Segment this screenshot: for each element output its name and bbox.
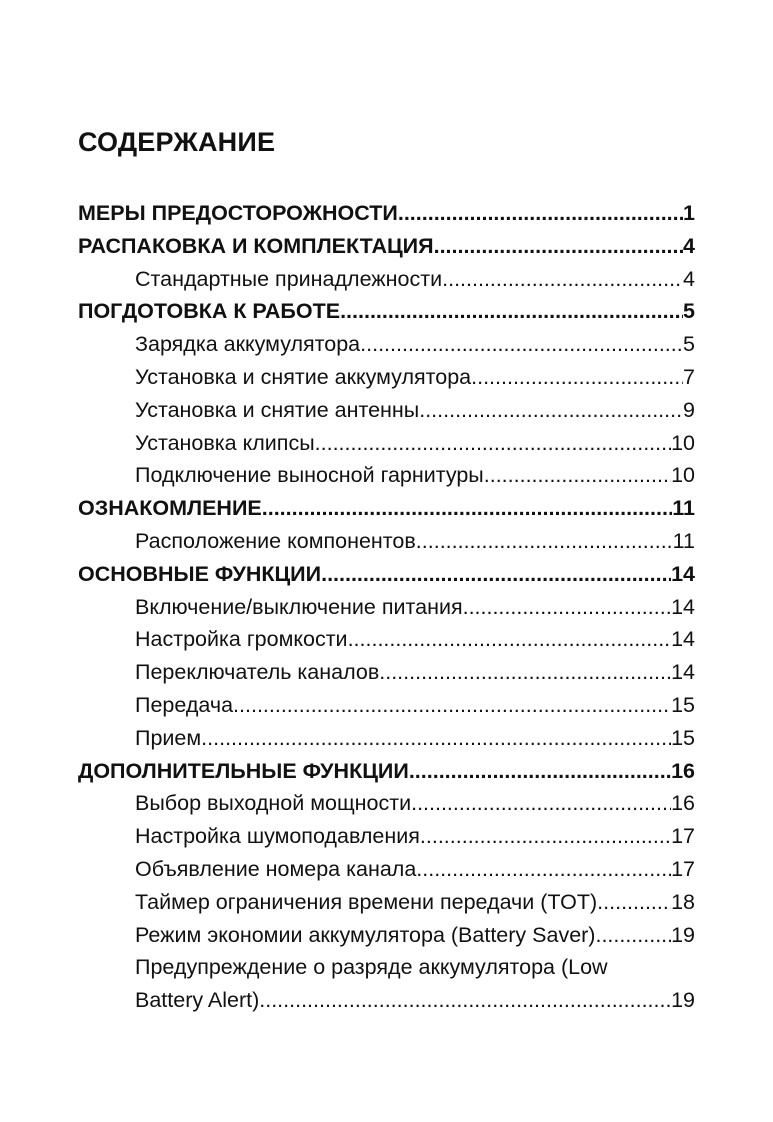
toc-entry-label: Режим экономии аккумулятора (Battery Saver) (135, 922, 596, 947)
toc-section-entry (78, 197, 695, 230)
toc-dot-leader (379, 656, 671, 689)
toc-page-number: 10 (671, 430, 695, 455)
toc-dot-leader (434, 230, 683, 263)
toc-section-entry (78, 558, 695, 591)
toc-entry-label: Переключатель каналов (135, 660, 380, 685)
toc-section-entry (78, 492, 695, 525)
toc-page-number: 15 (671, 692, 695, 717)
toc-dot-leader (595, 919, 671, 952)
toc-entry-label: Передача (135, 692, 234, 717)
toc-dot-leader (442, 263, 683, 296)
toc-page-number: 14 (671, 561, 695, 586)
toc-page-number: 1 (683, 201, 695, 225)
toc-entry-label: Установка и снятие аккумулятора (135, 364, 472, 389)
toc-entry (78, 361, 695, 394)
toc-page-number: 5 (683, 332, 695, 357)
toc-page-number: 18 (671, 889, 695, 914)
toc-page-number: 4 (683, 266, 695, 291)
toc-page-number: 14 (671, 627, 695, 652)
toc-dot-leader (419, 394, 683, 427)
toc-entry (78, 984, 695, 1017)
toc-entry-label: Стандартные принадлежности (135, 266, 443, 291)
toc-page-number: 16 (671, 791, 695, 816)
toc-entry-label: Подключение выносной гарнитуры (135, 463, 484, 488)
toc-entry (78, 722, 695, 755)
toc-section-entry (78, 295, 695, 328)
toc-entry-label: Установка и снятие антенны (135, 397, 420, 422)
toc-page-number: 19 (671, 988, 695, 1013)
toc-entry (78, 459, 695, 492)
toc-page-number: 5 (683, 299, 695, 324)
toc-dot-leader (259, 984, 671, 1017)
toc-entry-label: Объявление номера канала (135, 856, 417, 881)
toc-dot-leader (398, 197, 683, 230)
toc-entry (78, 525, 695, 558)
toc-dot-leader (597, 886, 671, 919)
toc-entry-label: ОЗНАКОМЛЕНИЕ (78, 496, 262, 521)
toc-entry-label: Battery Alert) (135, 988, 260, 1013)
toc-entry (78, 919, 695, 952)
toc-entry (78, 886, 695, 919)
toc-entry (78, 263, 695, 296)
toc-page-number: 15 (671, 725, 695, 750)
toc-page-number: 14 (671, 594, 695, 619)
toc-page-number: 14 (671, 660, 695, 685)
toc-dot-leader (484, 459, 671, 492)
toc-entry-wrapped-line: Предупреждение о разряде аккумулятора (Low (135, 955, 608, 980)
toc-entry-label: Таймер ограничения времени передачи (TOT) (135, 889, 598, 914)
toc-page-number: 4 (683, 233, 695, 258)
toc-entry-label: Зарядка аккумулятора (135, 332, 361, 357)
toc-page-number: 17 (671, 824, 695, 849)
table-of-contents (78, 197, 695, 1017)
toc-entry-label: Выбор выходной мощности (135, 791, 412, 816)
toc-dot-leader (201, 722, 671, 755)
toc-entry-label: Настройка шумоподавления (135, 824, 420, 849)
toc-entry-label: Установка клипсы (135, 430, 315, 455)
toc-entry-label: Настройка громкости (135, 627, 348, 652)
toc-entry (78, 820, 695, 853)
toc-page-number: 7 (683, 364, 695, 389)
toc-entry-label: ПОГДОТОВКА К РАБОТЕ (78, 299, 341, 324)
toc-page-number: 9 (683, 397, 695, 422)
toc-page-number: 11 (672, 496, 695, 521)
toc-dot-leader (416, 853, 671, 886)
toc-dot-leader (321, 558, 671, 591)
toc-page-number: 16 (671, 758, 695, 783)
toc-entry (78, 591, 695, 624)
toc-entry (78, 328, 695, 361)
page-title: СОДЕРЖАНИЕ (78, 127, 276, 157)
toc-dot-leader (416, 525, 673, 558)
toc-entry (78, 853, 695, 886)
toc-entry-label: Включение/выключение питания (135, 594, 463, 619)
toc-dot-leader (348, 623, 672, 656)
toc-entry-label: Прием (135, 725, 202, 750)
toc-page-number: 17 (671, 856, 695, 881)
toc-dot-leader (411, 787, 671, 820)
toc-dot-leader (262, 492, 673, 525)
toc-entry-label: Расположение компонентов (135, 528, 416, 553)
toc-dot-leader (471, 361, 683, 394)
toc-dot-leader (409, 755, 671, 788)
toc-dot-leader (315, 427, 671, 460)
toc-dot-leader (463, 591, 671, 624)
toc-dot-leader (420, 820, 671, 853)
toc-dot-leader (340, 295, 683, 328)
toc-entry (78, 787, 695, 820)
toc-dot-leader (233, 689, 671, 722)
toc-entry (78, 623, 695, 656)
toc-page-number: 11 (672, 528, 695, 553)
toc-entry-label: МЕРЫ ПРЕДОСТОРОЖНОСТИ (78, 201, 398, 225)
toc-entry-label: ОСНОВНЫЕ ФУНКЦИИ (78, 561, 322, 586)
toc-entry (78, 656, 695, 689)
toc-entry (78, 427, 695, 460)
toc-entry-label: РАСПАКОВКА И КОМПЛЕКТАЦИЯ (78, 233, 434, 258)
toc-entry (78, 689, 695, 722)
toc-entry (78, 394, 695, 427)
toc-section-entry (78, 230, 695, 263)
toc-entry-label: ДОПОЛНИТЕЛЬНЫЕ ФУНКЦИИ (78, 758, 409, 783)
toc-page-number: 19 (671, 922, 695, 947)
toc-dot-leader (360, 328, 683, 361)
toc-page-number: 10 (671, 463, 695, 488)
toc-section-entry (78, 755, 695, 788)
